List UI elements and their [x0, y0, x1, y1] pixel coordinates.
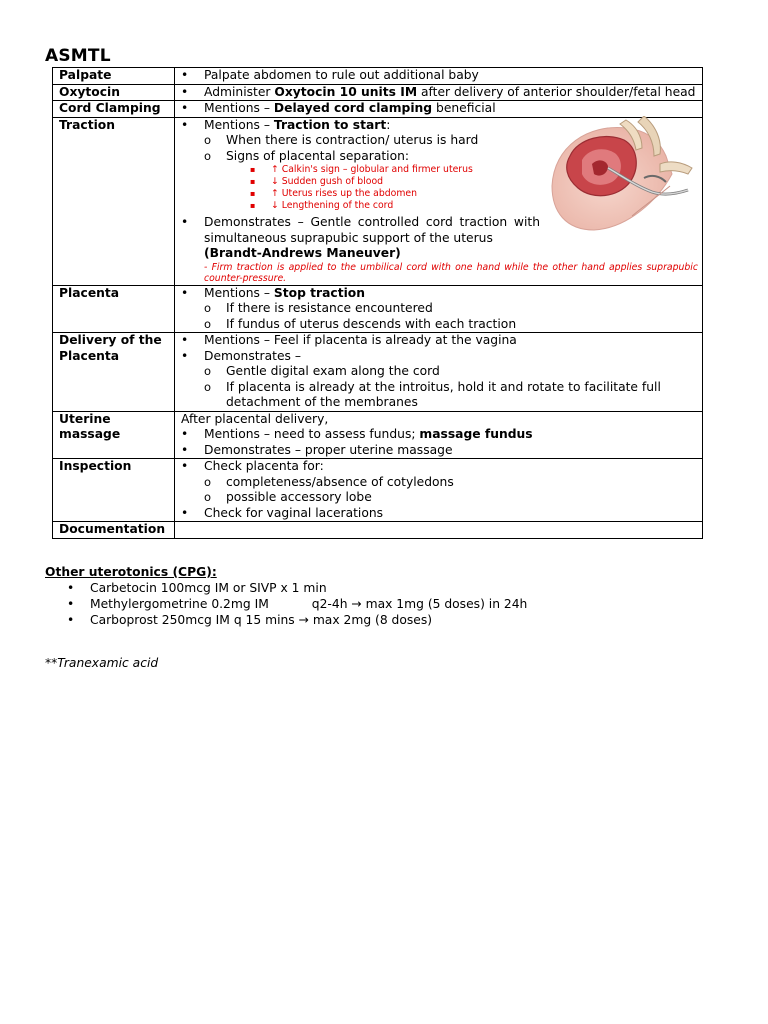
row-label: Palpate [53, 68, 175, 85]
traction-note: - Firm traction is applied to the umbilical cord with one hand while the other hand applies suprapubic counter-pressure. [204, 261, 698, 284]
text: Administer [204, 84, 275, 99]
section-heading: Other uterotonics (CPG): [45, 565, 217, 579]
table-row [53, 522, 703, 539]
table-row [53, 68, 703, 85]
sub-list-item: o If fundus of uterus descends with each traction [181, 317, 698, 333]
row-label: Cord Clamping [53, 101, 175, 118]
row-content [175, 411, 703, 459]
row-label: Oxytocin [53, 84, 175, 101]
list-item: • Carbetocin 100mcg IM or SIVP x 1 min [45, 580, 527, 596]
list-item [181, 215, 540, 262]
row-content [175, 522, 703, 539]
sub-list-item: o If placenta is already at the introitus, hold it and rotate to facilitate full detachment of the membranes [181, 380, 698, 411]
row-content [175, 333, 703, 412]
assessment-table [52, 67, 703, 539]
massage-intro: After placental delivery, [181, 411, 329, 426]
row-label: Placenta [53, 285, 175, 333]
text: Mentions – [204, 117, 274, 132]
list-item: • Methylergometrine 0.2mg IM q2-4h → max 1mg (5 doses) in 24h [45, 596, 527, 612]
row-label: Delivery of the Placenta [53, 333, 175, 412]
row-content [175, 68, 703, 85]
text: beneficial [432, 101, 496, 115]
bold-text: massage fundus [419, 427, 533, 441]
sub-list-item: o Gentle digital exam along the cord [181, 364, 698, 380]
bold-text: Traction to start [273, 117, 387, 132]
text: Demonstrates – Gentle controlled cord traction with simultaneous suprapubic support of the uterus [204, 215, 540, 245]
list-item [181, 85, 698, 101]
list-item: • Demonstrates – [181, 349, 698, 365]
sign-item: ▪ ↑ Uterus rises up the abdomen [181, 188, 540, 200]
sub-list-item [181, 149, 540, 165]
sub-list-item: o When there is contraction/ uterus is hard [181, 133, 540, 149]
list-item: • Palpate abdomen to rule out additional baby [181, 68, 698, 84]
text: Signs of placental separation: [226, 148, 410, 163]
bold-text: Oxytocin 10 units IM [274, 84, 418, 99]
table-row [53, 411, 703, 459]
list-item [181, 427, 698, 443]
text: after delivery of anterior shoulder/fetal head [417, 84, 696, 99]
bold-text: (Brandt-Andrews Maneuver) [204, 246, 401, 260]
table-row [53, 333, 703, 412]
sign-item: ▪ ↓ Sudden gush of blood [181, 176, 540, 188]
page-title: ASMTL [45, 46, 111, 66]
row-label: Traction [53, 117, 175, 285]
sub-list-item: o possible accessory lobe [181, 490, 698, 506]
list-item [181, 101, 698, 117]
list-item: • Mentions – Feel if placenta is already at the vagina [181, 333, 698, 349]
sub-list-item: o completeness/absence of cotyledons [181, 475, 698, 491]
row-content [175, 285, 703, 333]
list-item [181, 118, 540, 213]
other-uterotonics-section [45, 564, 527, 628]
sign-item: ▪ ↑ Calkin's sign – globular and firmer uterus [181, 164, 540, 176]
bold-text: Delayed cord clamping [273, 101, 433, 115]
text: Mentions – need to assess fundus; [204, 427, 420, 441]
list-item: • Check for vaginal lacerations [181, 506, 698, 522]
text: Mentions – [204, 101, 274, 115]
sign-item: ▪ ↓ Lengthening of the cord [181, 200, 540, 212]
table-row [53, 459, 703, 522]
table-row [53, 84, 703, 101]
bold-text: Stop traction [273, 285, 365, 300]
list-item: • Check placenta for: [181, 459, 698, 475]
text: : [386, 117, 391, 132]
table-row [53, 285, 703, 333]
row-label: Uterine massage [53, 411, 175, 459]
row-content [175, 459, 703, 522]
row-label: Inspection [53, 459, 175, 522]
row-content [175, 117, 703, 285]
list-item: • Carboprost 250mcg IM q 15 mins → max 2mg (8 doses) [45, 612, 527, 628]
list-item [181, 286, 698, 302]
text: Mentions – [204, 285, 274, 300]
tranexamic-note: **Tranexamic acid [45, 656, 159, 670]
list-item: • Demonstrates – proper uterine massage [181, 443, 698, 459]
row-label: Documentation [53, 522, 175, 539]
row-content [175, 84, 703, 101]
table-row [53, 117, 703, 285]
sub-list-item: o If there is resistance encountered [181, 301, 698, 317]
placenta-delivery-illustration-icon [548, 116, 696, 232]
